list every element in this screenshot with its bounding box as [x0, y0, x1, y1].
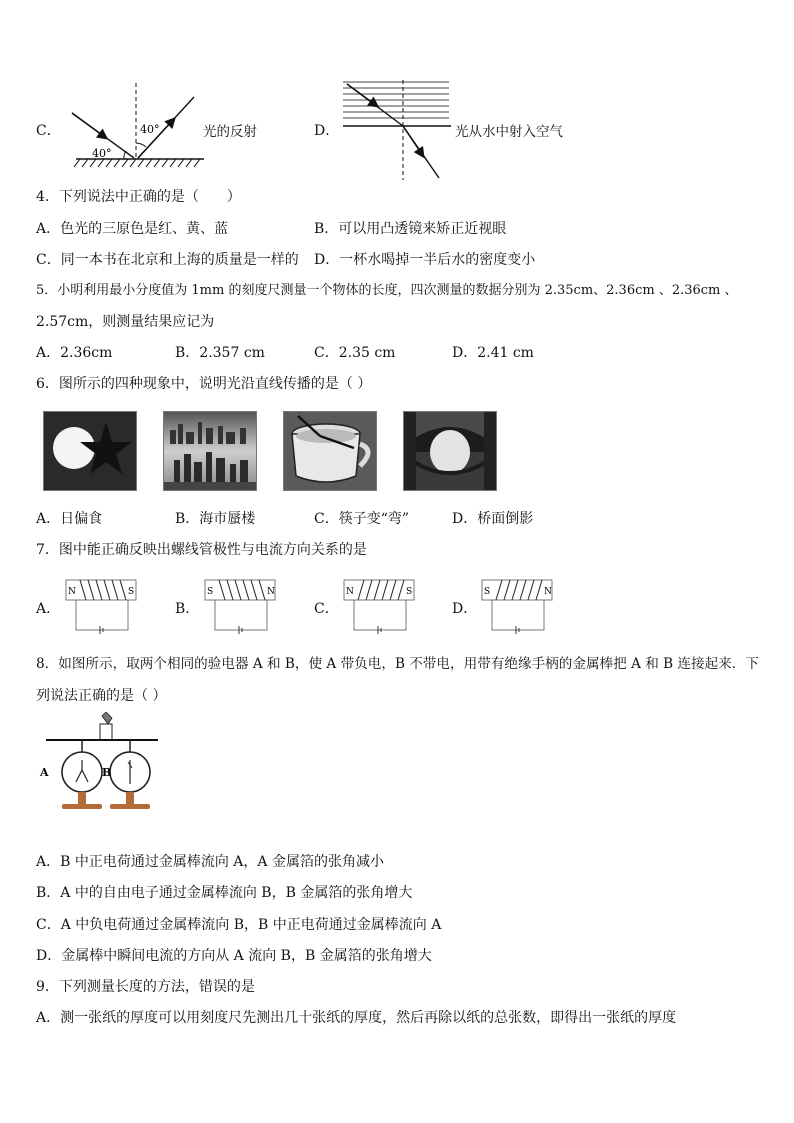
bridge-reflection-photo	[403, 411, 497, 491]
q9-stem: 9．下列测量长度的方法，错误的是	[36, 979, 255, 995]
pole-right: S	[406, 587, 413, 597]
electroscope-b-label: B	[102, 766, 112, 779]
q7-stem: 7．图中能正确反映出螺线管极性与电流方向关系的是	[36, 542, 367, 558]
q8-stem-line1: 8．如图所示，取两个相同的验电器 A 和 B，使 A 带负电，B 不带电，用带有绝缘手柄的金属棒把 A 和 B 连接起来．下	[36, 656, 759, 672]
q5-option-c: C．2.35 cm	[314, 345, 396, 361]
q7-option-a-label: A．	[36, 601, 61, 617]
q3-option-c-label: C．	[36, 123, 61, 139]
q3-option-d-label: D．	[314, 123, 340, 139]
q8-stem-line2: 列说法正确的是（ ）	[36, 688, 167, 704]
pole-left: S	[484, 587, 491, 597]
solenoid-b	[203, 578, 279, 638]
q7-option-c-label: C．	[314, 601, 339, 617]
q6-option-a: A．日偏食	[36, 511, 103, 527]
q8-option-d: D．金属棒中瞬间电流的方向从 A 流向 B，B 金属箔的张角增大	[36, 948, 432, 964]
q6-option-d: D．桥面倒影	[452, 511, 534, 527]
pole-left: N	[346, 587, 354, 597]
reflection-diagram	[64, 83, 204, 173]
pole-right: N	[267, 587, 275, 597]
q7-option-d-label: D．	[452, 601, 478, 617]
q6-option-b: B．海市蜃楼	[175, 511, 256, 527]
chopsticks-photo	[283, 411, 377, 491]
pole-right: N	[544, 587, 552, 597]
q4-stem: 4．下列说法中正确的是（ ）	[36, 189, 241, 205]
q3-option-c-caption: 光的反射	[203, 124, 257, 140]
angle-bottom-label: 40°	[92, 147, 112, 160]
pole-left: N	[68, 587, 76, 597]
electroscope-a-label: A	[40, 766, 49, 779]
solenoid-d	[480, 578, 556, 638]
q9-option-a: A．测一张纸的厚度可以用刻度尺先测出几十张纸的厚度，然后再除以纸的总张数，即得出一张纸的厚度	[36, 1010, 677, 1026]
q5-option-a: A．2.36cm	[36, 345, 113, 361]
q4-option-a: A．色光的三原色是红、黄、蓝	[36, 221, 229, 237]
q4-option-b: B．可以用凸透镜来矫正近视眼	[314, 221, 507, 237]
q5-option-b: B．2.357 cm	[175, 345, 265, 361]
q8-option-b: B．A 中的自由电子通过金属棒流向 B，B 金属箔的张角增大	[36, 885, 413, 901]
pole-right: S	[128, 587, 135, 597]
q4-option-c: C．同一本书在北京和上海的质量是一样的	[36, 252, 299, 268]
q6-option-c: C．筷子变“弯”	[314, 511, 410, 527]
solenoid-c	[342, 578, 418, 638]
q6-stem: 6．图所示的四种现象中，说明光沿直线传播的是（ ）	[36, 376, 372, 392]
q4-option-d: D．一杯水喝掉一半后水的密度变小	[314, 252, 536, 268]
electroscope-diagram	[36, 712, 166, 812]
mirage-photo	[163, 411, 257, 491]
q5-stem-line2: 2.57cm，则测量结果应记为	[36, 314, 215, 330]
refraction-diagram	[343, 80, 455, 180]
q8-option-c: C．A 中负电荷通过金属棒流向 B，B 中正电荷通过金属棒流向 A	[36, 917, 442, 933]
solenoid-a	[64, 578, 140, 638]
q3-option-d-caption: 光从水中射入空气	[455, 124, 563, 140]
eclipse-photo	[43, 411, 137, 491]
q7-option-b-label: B．	[175, 601, 200, 617]
q5-option-d: D．2.41 cm	[452, 345, 534, 361]
water-region	[343, 82, 449, 118]
q5-stem-line1: 5．小明利用最小分度值为 1mm 的刻度尺测量一个物体的长度，四次测量的数据分别为 2.35cm、2.36cm 、2.36cm 、	[36, 283, 738, 298]
q8-option-a: A．B 中正电荷通过金属棒流向 A，A 金属箔的张角减小	[36, 854, 384, 870]
pole-left: S	[207, 587, 214, 597]
angle-top-label: 40°	[140, 123, 160, 136]
